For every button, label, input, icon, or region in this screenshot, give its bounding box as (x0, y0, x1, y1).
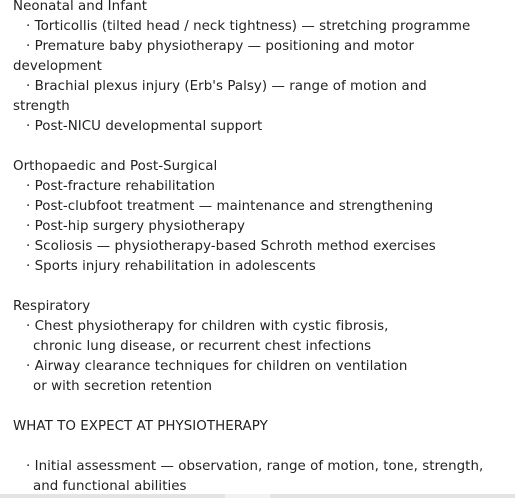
list-item-clubfoot: · Post-clubfoot treatment — maintenance and strengthening (26, 199, 434, 214)
list-item-hip-surgery: · Post-hip surgery physiotherapy (26, 219, 245, 234)
list-item-premature: · Premature baby physiotherapy — positioning and motor (26, 39, 415, 54)
list-item-sports-injury: · Sports injury rehabilitation in adolescents (26, 259, 316, 274)
list-item-airway-clearance: · Airway clearance techniques for children on ventilation (26, 359, 408, 374)
section-heading-expect: WHAT TO EXPECT AT PHYSIOTHERAPY (13, 419, 268, 434)
list-item-initial-assessment-wrap: and functional abilities (33, 479, 187, 494)
document-body (13, 0, 513, 497)
list-item-scoliosis: · Scoliosis — physiotherapy-based Schroth method exercises (26, 239, 436, 254)
section-spacer (13, 397, 513, 417)
list-item-brachial-wrap: strength (13, 99, 70, 114)
list-item-chest-physio-wrap: chronic lung disease, or recurrent chest infections (33, 339, 372, 354)
list-item-initial-assessment: · Initial assessment — observation, range of motion, tone, strength, (26, 459, 484, 474)
list-item-chest-physio: · Chest physiotherapy for children with cystic fibrosis, (26, 319, 389, 334)
list-item-post-nicu: · Post-NICU developmental support (26, 119, 263, 134)
section-spacer (13, 437, 513, 457)
section-heading-respiratory: Respiratory (13, 299, 91, 314)
scrollbar-thumb[interactable] (270, 494, 515, 498)
list-item-torticollis: · Torticollis (tilted head / neck tightness) — stretching programme (26, 19, 471, 34)
section-heading-neonatal: Neonatal and Infant (13, 0, 148, 14)
list-item-premature-wrap: development (13, 59, 102, 74)
list-item-brachial: · Brachial plexus injury (Erb's Palsy) — range of motion and (26, 79, 427, 94)
scrollbar-track-left (0, 494, 225, 498)
horizontal-scrollbar[interactable] (0, 494, 515, 498)
list-item-airway-clearance-wrap: or with secretion retention (33, 379, 212, 394)
section-spacer (13, 137, 513, 157)
list-item-post-fracture: · Post-fracture rehabilitation (26, 179, 216, 194)
section-spacer (13, 277, 513, 297)
section-heading-ortho: Orthopaedic and Post-Surgical (13, 159, 218, 174)
